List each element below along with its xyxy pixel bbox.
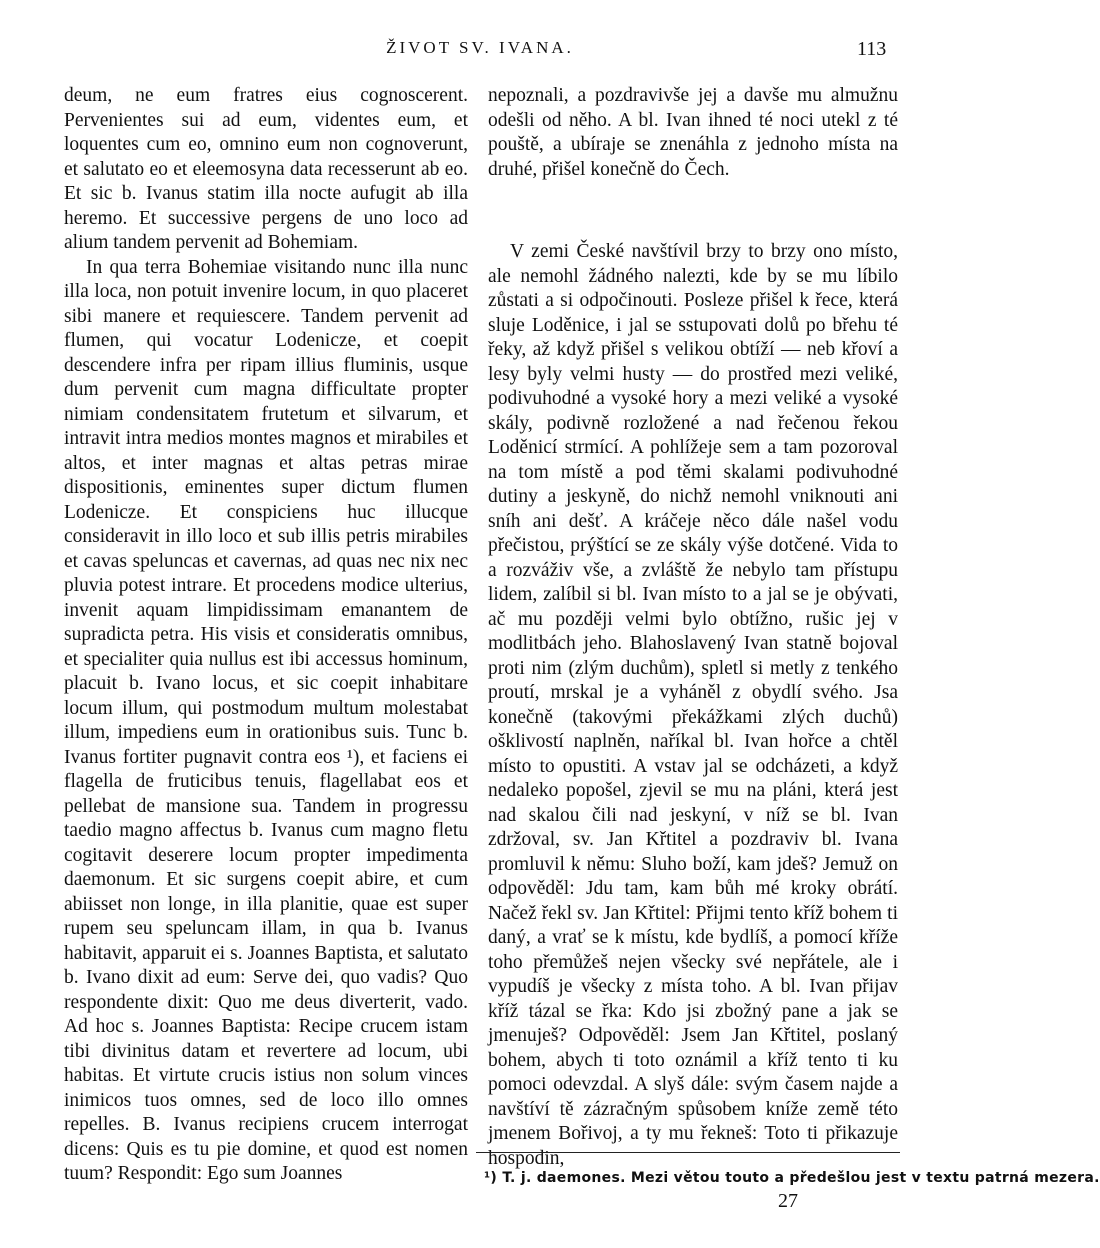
footnote-marker: ¹) xyxy=(484,1170,498,1186)
footnote-rule xyxy=(476,1152,900,1153)
czech-paragraph-2: V zemi České navštívil brzy to brzy ono místo, ale nemohl žádného nalezti, kde by se mu líbilo zůstati a si odpočinouti. Posleze přišel k řece, která sluje Loděnice, i jal se sstupovati dolů po břehu té řeky, až když přišel s velikou obtíží — neb křoví a lesy byly velmi husty — do prostřed mezi veliké, podivuhodné a vysoké hory a mezi veliké a vysoké skály, podivně rozložené a nad řečenou řekou Loděnicí strmící. A pohlížeje sem a tam pozoroval na tom místě a pod těmi skalami podivuhodné dutiny a jeskyně, do nichž nemohl vniknouti ani sníh ani dešť. A kráčeje něco dále našel vodu přečistou, prýštící se ze skály výše dotčené. Vida to a rozváživ vše, a zvláště že nebylo tam přístupu lidem, zalíbil si bl. Ivan místo to a jal se je obývati, ač mu později velmi bylo obtížno, rušic jej v modlitbách jeho. Blahoslavený Ivan statně bojoval proti nim (zlým duchům), spletl si metly z tenkého proutí, mrskal je a vyháněl z obydlí svého. Jsa konečně (takovými překážkami zlých duchů) ošklivostí naplněn, naříkal bl. Ivan hořce a chtěl místo to opustiti. A vstav jal se odcházeti, a když nedaleko popošel, zjevil se mu na pláni, která jest nad skalou čili nad jeskyní, v níž se bl. Ivan zdržoval, sv. Jan Křtitel a pozdraviv bl. Ivana promluvil k němu: Sluho boží, kam jdeš? Jemuž on odpověděl: Jdu tam, kam bůh mé kroky obrátí. Načež řekl sv. Jan Křtitel: Přijmi tento kříž bohem ti daný, a vrať se k místu, kde bydlíš, a pomocí kříže toho přemůžeš nejen všecky své nepřátele, ale i vypudíš je všecky z místa toho. A bl. Ivan přijav kříž tázal se řka: Kdo jsi zbožný pane a jak se jmenuješ? Odpověděl: Jsem Jan Křtitel, poslaný bohem, abych ti toto oznámil a kříž tento ti ku pomoci odevzdal. A slyš dále: svým časem najde a navštíví tě zázračným spůsobem kníže země této jmenem Bořivoj, a ty mu řekneš: Toto ti přikazuje hospodin, xyxy=(488,241,898,1169)
footnote xyxy=(484,1170,1100,1186)
footnote-text: T. j. daemones. Mezi větou touto a předešlou jest v textu patrná mezera. xyxy=(502,1170,1100,1186)
czech-column xyxy=(488,84,898,1171)
signature-mark: 27 xyxy=(778,1190,798,1212)
latin-column xyxy=(64,84,468,1187)
czech-paragraph-1: nepoznali, a pozdravivše jej a davše mu almužnu odešli od něho. A bl. Ivan ihned té noci utekl z té pouště, a ubíraje se znenáhla z jednoho místa na druhé, přišel konečně do Čech. xyxy=(488,85,898,180)
running-title: ŽIVOT SV. IVANA. xyxy=(386,38,574,57)
latin-paragraph-2: In qua terra Bohemiae visitando nunc illa nunc illa loca, non potuit invenire locum, in quo placeret sibi manere et requiescere. Tandem pervenit ad flumen, qui vocatur Lodenicze, et coepit descendere infra per ripam illius fluminis, usque dum pervenit cum magna difficultate propter nimiam condensitatem frutetum et silvarum, et intravit intra medios montes magnos et mirabiles et altos, et inter magnas et altas petras mirae dispositionis, eminentes super dictum flumen Lodenicze. Et conspiciens huc illucque consideravit in illo loco et sub illis petris mirabiles et cavas speluncas et cavernas, ad quas nec nix nec pluvia potest intrare. Et procedens modice ulterius, invenit aquam limpidissimam emanantem de supradicta petra. His visis et consideratis omnibus, et specialiter quia nullus est ibi accessus hominum, placuit b. Ivano locus, et sic coepit inhabitare locum illum, qui postmodum multum molestabat illum, impediens eum in orationibus suis. Tunc b. Ivanus fortiter pugnavit contra eos ¹), et faciens ei flagella de fruticibus tenuis, flagellabat eos et pellebat de mansione sua. Tandem in progressu taedio magno affectus b. Ivanus cum magno fletu cogitavit deserere locum propter impedimenta daemonum. Et sic surgens coepit abire, et cum abiisset non longe, in illa planitie, quae est super rupem seu speluncam illam, in qua b. Ivanus habitavit, apparuit ei s. Joannes Baptista, et salutato b. Ivano dixit ad eum: Serve dei, quo vadis? Quo respondente dixit: Quo me deus diverterit, vado. Ad hoc s. Joannes Baptista: Recipe crucem istam tibi divinitus datam et revertere ad locum, ubi habitas. Et virtute crucis istius non solum vinces inimicos tuos omnes, sed de loco illo omnes repelles. B. Ivanus recipiens crucem interrogat dicens: Quis es tu pie domine, et quod est nomen tuum? Respondit: Ego sum Joannes xyxy=(64,256,468,1184)
latin-paragraph-1: deum, ne eum fratres eius cognoscerent. Pervenientes sui ad eum, videntes eum, et loquentes cum eo, omnino eum non cognoverunt, et salutato eo et eleemosyna data recesserunt ab eo. Et sic b. Ivanus statim illa nocte aufugit ab illa heremo. Et successive pergens de uno loco ad alium tandem pervenit ad Bohemiam. xyxy=(64,85,468,253)
page-number: 113 xyxy=(857,38,887,60)
